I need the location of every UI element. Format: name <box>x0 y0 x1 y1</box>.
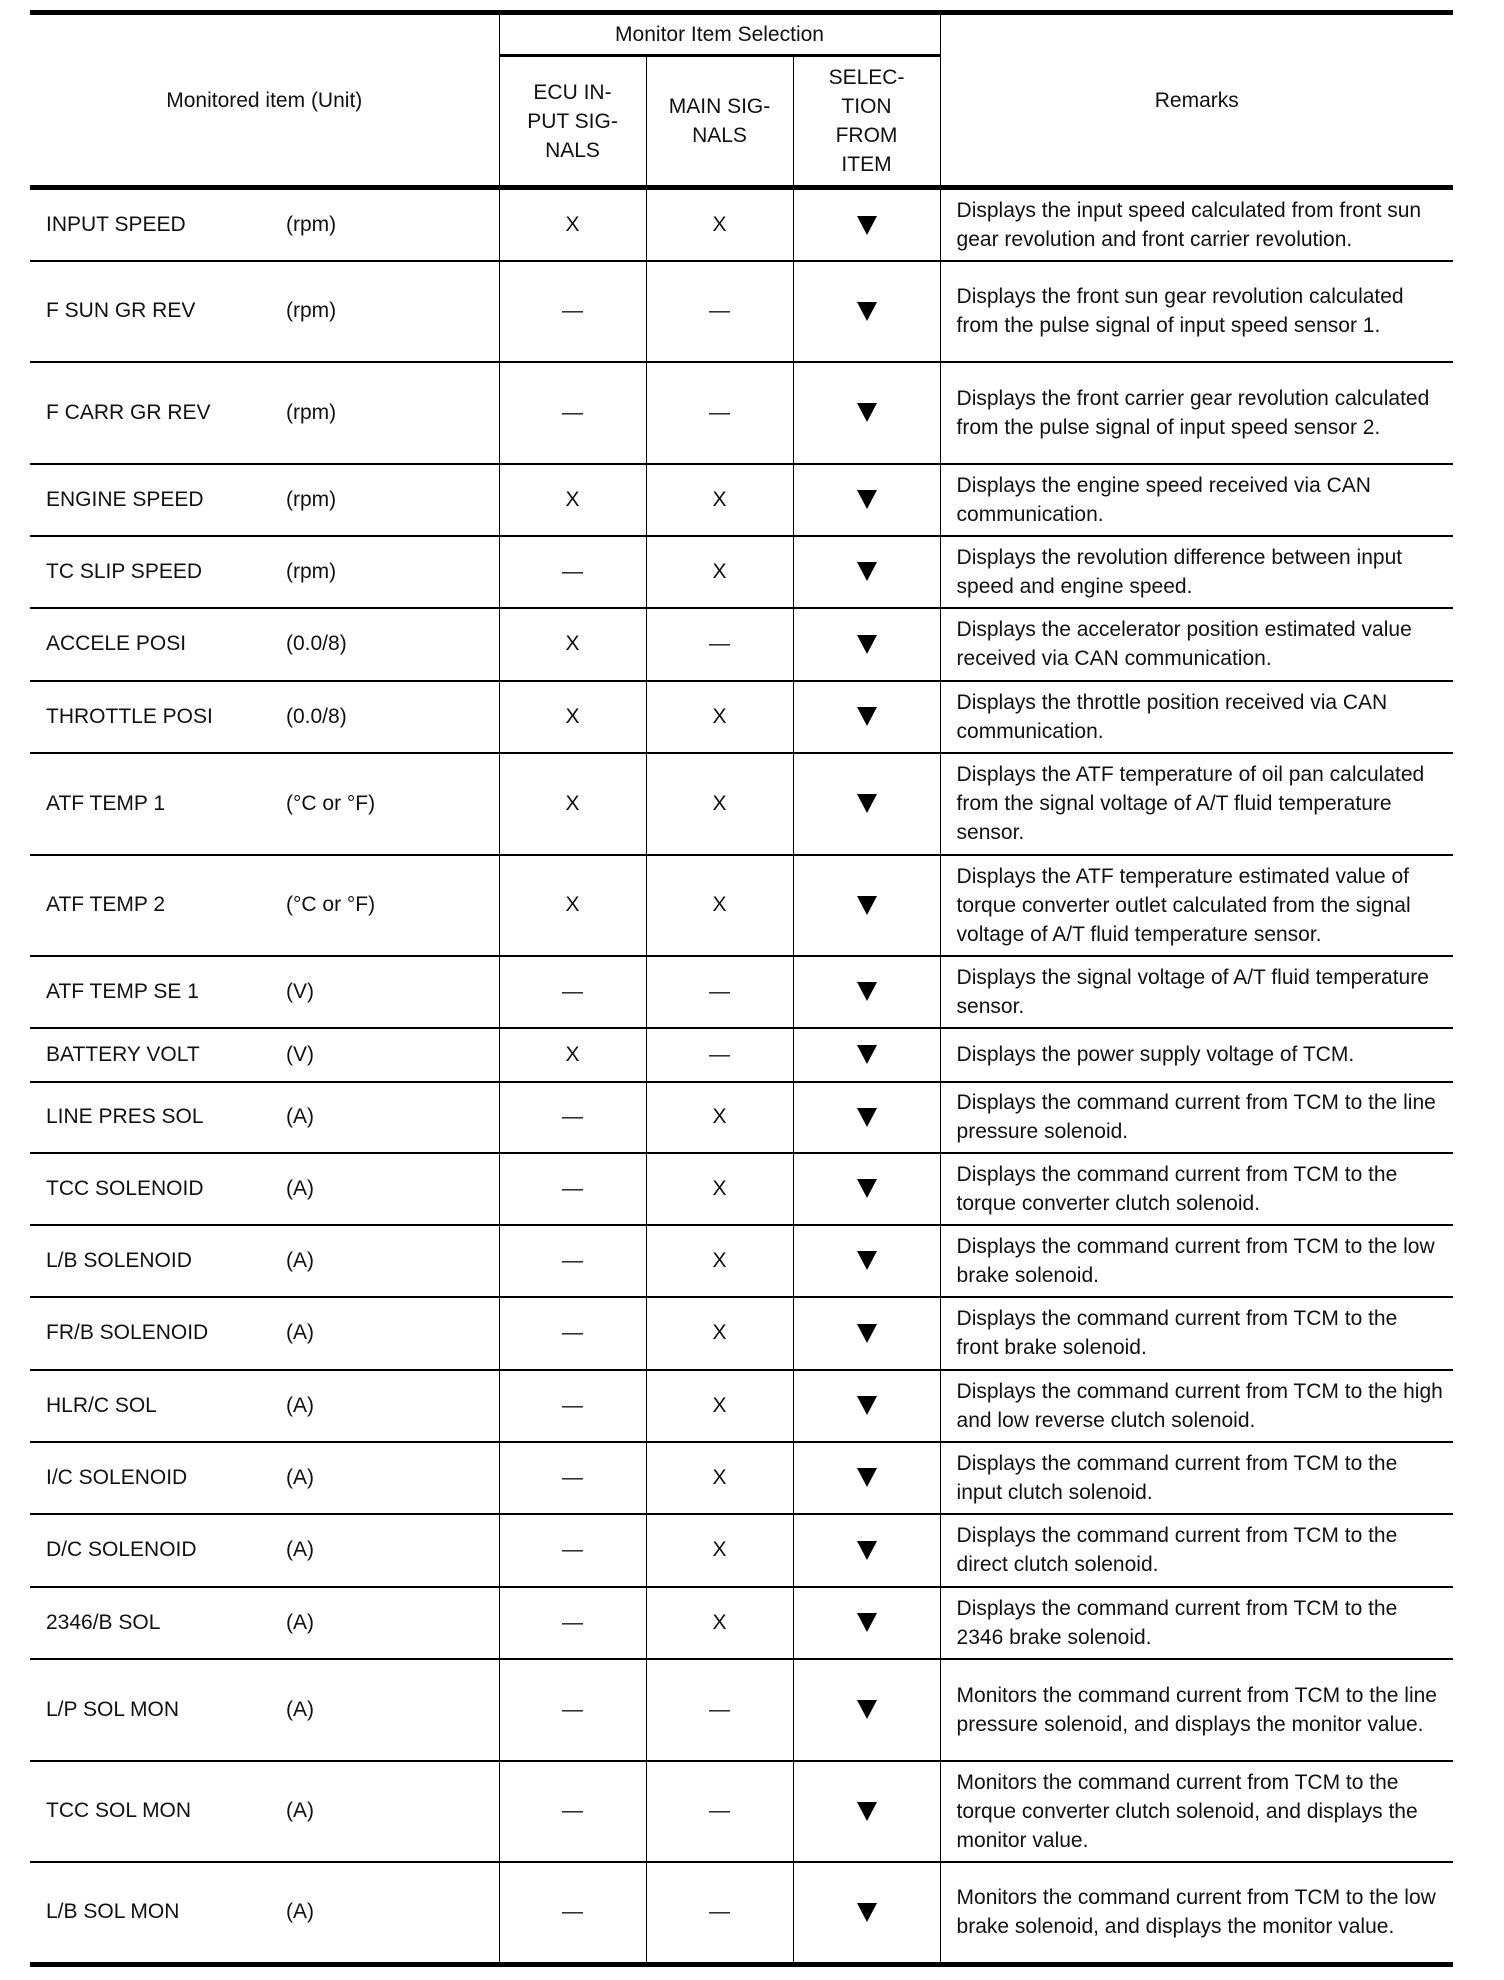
remarks-cell: Displays the accelerator position estimated value received via CAN communication. <box>940 608 1453 681</box>
table-row <box>30 1225 1453 1297</box>
monitored-item-cell <box>30 1153 499 1225</box>
main-signal-cell: X <box>646 681 793 753</box>
monitored-item-cell <box>30 536 499 608</box>
main-signal-cell: X <box>646 855 793 956</box>
main-signal-cell: X <box>646 1297 793 1370</box>
selection-from-item-cell <box>793 1442 940 1514</box>
table-row <box>30 1442 1453 1514</box>
main-signal-cell: X <box>646 1587 793 1659</box>
item-unit: (A) <box>286 1465 314 1489</box>
item-unit: (rpm) <box>286 400 337 424</box>
selection-from-item-cell <box>793 1082 940 1153</box>
item-unit: (A) <box>286 1105 314 1128</box>
monitored-item-cell <box>30 608 499 681</box>
header-ecu-input-signals: ECU IN- PUT SIG- NALS <box>499 56 646 188</box>
remarks-cell: Displays the command current from TCM to the front brake solenoid. <box>940 1297 1453 1370</box>
main-signal-cell: X <box>646 464 793 536</box>
ecu-input-signal-cell: — <box>499 1297 646 1370</box>
ecu-input-signal-cell: — <box>499 536 646 608</box>
item-unit: (°C or °F) <box>286 791 376 815</box>
item-unit: (0.0/8) <box>286 704 347 728</box>
selection-from-item-cell <box>793 753 940 855</box>
selection-from-item-cell <box>793 1587 940 1659</box>
monitored-item-cell <box>30 1659 499 1761</box>
item-name: L/P SOL MON <box>46 1697 180 1721</box>
item-name: ATF TEMP 2 <box>46 893 166 916</box>
remarks-cell: Displays the revolution difference between input speed and engine speed. <box>940 536 1453 608</box>
remarks-cell: Monitors the command current from TCM to the torque converter clutch solenoid, and displays the monitor value. <box>940 1761 1453 1862</box>
down-triangle-icon <box>857 1251 877 1270</box>
header-monitor-item-selection: Monitor Item Selection <box>499 13 940 56</box>
item-name: F SUN GR REV <box>46 299 196 322</box>
item-name: INPUT SPEED <box>46 212 186 236</box>
table-row <box>30 1514 1453 1587</box>
down-triangle-icon <box>857 490 877 509</box>
down-triangle-icon <box>857 403 877 422</box>
remarks-cell: Displays the ATF temperature of oil pan calculated from the signal voltage of A/T fluid temperature sensor. <box>940 753 1453 855</box>
item-name: TCC SOLENOID <box>46 1176 204 1200</box>
selection-from-item-cell <box>793 362 940 464</box>
selection-from-item-cell <box>793 1862 940 1965</box>
remarks-cell: Monitors the command current from TCM to the low brake solenoid, and displays the monitor value. <box>940 1862 1453 1965</box>
table-row <box>30 261 1453 362</box>
item-name: L/B SOL MON <box>46 1900 180 1924</box>
item-name: ATF TEMP SE 1 <box>46 979 199 1003</box>
main-signal-cell: — <box>646 1862 793 1965</box>
ecu-input-signal-cell: — <box>499 956 646 1028</box>
ecu-input-signal-cell: — <box>499 1153 646 1225</box>
item-name: L/B SOLENOID <box>46 1248 192 1272</box>
item-name: BATTERY VOLT <box>46 1042 200 1066</box>
monitored-item-cell <box>30 1587 499 1659</box>
remarks-cell: Displays the throttle position received via CAN communication. <box>940 681 1453 753</box>
item-unit: (A) <box>286 1900 314 1924</box>
selection-from-item-cell <box>793 1297 940 1370</box>
ecu-input-signal-cell: — <box>499 1514 646 1587</box>
item-name: ENGINE SPEED <box>46 487 204 511</box>
table-row <box>30 1028 1453 1082</box>
main-signal-cell: X <box>646 1514 793 1587</box>
selection-from-item-cell <box>793 1370 940 1442</box>
monitored-item-cell <box>30 956 499 1028</box>
table-row <box>30 464 1453 536</box>
remarks-cell: Monitors the command current from TCM to the line pressure solenoid, and displays the monitor value. <box>940 1659 1453 1761</box>
remarks-cell: Displays the command current from TCM to the direct clutch solenoid. <box>940 1514 1453 1587</box>
down-triangle-icon <box>857 1179 877 1198</box>
selection-from-item-cell <box>793 956 940 1028</box>
remarks-cell: Displays the front sun gear revolution calculated from the pulse signal of input speed sensor 1. <box>940 261 1453 362</box>
table-row <box>30 1297 1453 1370</box>
selection-from-item-cell <box>793 188 940 261</box>
ecu-input-signal-cell: X <box>499 855 646 956</box>
remarks-cell: Displays the command current from TCM to the line pressure solenoid. <box>940 1082 1453 1153</box>
remarks-cell: Displays the ATF temperature estimated value of torque converter outlet calculated from the signal voltage of A/T fluid temperature sensor. <box>940 855 1453 956</box>
ecu-input-signal-cell: — <box>499 1659 646 1761</box>
item-name: D/C SOLENOID <box>46 1538 197 1561</box>
down-triangle-icon <box>857 1903 877 1922</box>
item-name: ATF TEMP 1 <box>46 791 166 815</box>
ecu-input-signal-cell: — <box>499 261 646 362</box>
monitored-item-cell <box>30 1761 499 1862</box>
monitored-item-cell <box>30 855 499 956</box>
monitor-item-table <box>30 10 1453 1967</box>
table-row <box>30 188 1453 261</box>
item-unit: (A) <box>286 1176 314 1200</box>
table-row <box>30 1082 1453 1153</box>
header-monitored-item: Monitored item (Unit) <box>30 13 499 188</box>
item-name: I/C SOLENOID <box>46 1465 188 1489</box>
down-triangle-icon <box>857 302 877 321</box>
table-row <box>30 1659 1453 1761</box>
main-signal-cell: — <box>646 362 793 464</box>
remarks-cell: Displays the command current from TCM to the low brake solenoid. <box>940 1225 1453 1297</box>
header-main-signals: MAIN SIG- NALS <box>646 56 793 188</box>
item-unit: (°C or °F) <box>286 893 376 916</box>
item-unit: (rpm) <box>286 559 337 583</box>
item-name: THROTTLE POSI <box>46 704 213 728</box>
ecu-input-signal-cell: X <box>499 188 646 261</box>
ecu-input-signal-cell: — <box>499 1225 646 1297</box>
item-unit: (A) <box>286 1799 314 1822</box>
monitored-item-cell <box>30 1225 499 1297</box>
main-signal-cell: — <box>646 608 793 681</box>
selection-from-item-cell <box>793 464 940 536</box>
monitored-item-cell <box>30 681 499 753</box>
ecu-input-signal-cell: — <box>499 1370 646 1442</box>
table-row <box>30 956 1453 1028</box>
remarks-cell: Displays the command current from TCM to the torque converter clutch solenoid. <box>940 1153 1453 1225</box>
remarks-cell: Displays the front carrier gear revolution calculated from the pulse signal of input speed sensor 2. <box>940 362 1453 464</box>
selection-from-item-cell <box>793 536 940 608</box>
down-triangle-icon <box>857 1802 877 1821</box>
down-triangle-icon <box>857 562 877 581</box>
main-signal-cell: X <box>646 753 793 855</box>
selection-from-item-cell <box>793 1225 940 1297</box>
selection-from-item-cell <box>793 1659 940 1761</box>
main-signal-cell: — <box>646 1028 793 1082</box>
table-row <box>30 855 1453 956</box>
ecu-input-signal-cell: — <box>499 1587 646 1659</box>
down-triangle-icon <box>857 1700 877 1719</box>
down-triangle-icon <box>857 635 877 654</box>
item-name: 2346/B SOL <box>46 1610 161 1634</box>
table-row <box>30 753 1453 855</box>
ecu-input-signal-cell: X <box>499 608 646 681</box>
main-signal-cell: X <box>646 1370 793 1442</box>
monitored-item-cell <box>30 464 499 536</box>
header-remarks: Remarks <box>940 13 1453 188</box>
selection-from-item-cell <box>793 608 940 681</box>
monitored-item-cell <box>30 1514 499 1587</box>
table-row <box>30 681 1453 753</box>
selection-from-item-cell <box>793 1761 940 1862</box>
table-row <box>30 1862 1453 1965</box>
ecu-input-signal-cell: — <box>499 1082 646 1153</box>
item-unit: (A) <box>286 1248 314 1272</box>
main-signal-cell: — <box>646 1761 793 1862</box>
ecu-input-signal-cell: — <box>499 1862 646 1965</box>
monitored-item-cell <box>30 1442 499 1514</box>
item-unit: (V) <box>286 979 314 1003</box>
main-signal-cell: X <box>646 1153 793 1225</box>
ecu-input-signal-cell: — <box>499 1761 646 1862</box>
table-row <box>30 536 1453 608</box>
item-unit: (A) <box>286 1697 314 1721</box>
remarks-cell: Displays the signal voltage of A/T fluid temperature sensor. <box>940 956 1453 1028</box>
table-row <box>30 1153 1453 1225</box>
remarks-cell: Displays the engine speed received via CAN communication. <box>940 464 1453 536</box>
down-triangle-icon <box>857 1613 877 1632</box>
selection-from-item-cell <box>793 1153 940 1225</box>
table-row <box>30 608 1453 681</box>
ecu-input-signal-cell: X <box>499 1028 646 1082</box>
item-unit: (V) <box>286 1042 314 1066</box>
down-triangle-icon <box>857 216 877 235</box>
remarks-cell: Displays the command current from TCM to the high and low reverse clutch solenoid. <box>940 1370 1453 1442</box>
item-unit: (A) <box>286 1538 314 1561</box>
main-signal-cell: — <box>646 956 793 1028</box>
monitored-item-cell <box>30 362 499 464</box>
monitored-item-cell <box>30 753 499 855</box>
ecu-input-signal-cell: — <box>499 362 646 464</box>
item-name: HLR/C SOL <box>46 1393 157 1417</box>
monitored-item-cell <box>30 261 499 362</box>
ecu-input-signal-cell: X <box>499 753 646 855</box>
main-signal-cell: — <box>646 261 793 362</box>
item-name: TCC SOL MON <box>46 1799 192 1822</box>
remarks-cell: Displays the power supply voltage of TCM. <box>940 1028 1453 1082</box>
down-triangle-icon <box>857 896 877 915</box>
item-unit: (rpm) <box>286 487 337 511</box>
down-triangle-icon <box>857 794 877 813</box>
item-name: F CARR GR REV <box>46 400 211 424</box>
down-triangle-icon <box>857 1541 877 1560</box>
item-unit: (rpm) <box>286 212 337 236</box>
selection-from-item-cell <box>793 855 940 956</box>
table-row <box>30 1761 1453 1862</box>
selection-from-item-cell <box>793 681 940 753</box>
header-selection-from-item: SELEC- TION FROM ITEM <box>793 56 940 188</box>
table-row <box>30 1370 1453 1442</box>
down-triangle-icon <box>857 1468 877 1487</box>
main-signal-cell: X <box>646 1082 793 1153</box>
item-unit: (A) <box>286 1610 314 1634</box>
main-signal-cell: — <box>646 1659 793 1761</box>
down-triangle-icon <box>857 1045 877 1064</box>
selection-from-item-cell <box>793 1514 940 1587</box>
down-triangle-icon <box>857 707 877 726</box>
item-unit: (rpm) <box>286 299 337 322</box>
monitored-item-cell <box>30 1028 499 1082</box>
remarks-cell: Displays the command current from TCM to the input clutch solenoid. <box>940 1442 1453 1514</box>
down-triangle-icon <box>857 1396 877 1415</box>
ecu-input-signal-cell: — <box>499 1442 646 1514</box>
table-body <box>30 188 1453 1965</box>
monitored-item-cell <box>30 1082 499 1153</box>
monitored-item-cell <box>30 1370 499 1442</box>
item-unit: (A) <box>286 1393 314 1417</box>
ecu-input-signal-cell: X <box>499 464 646 536</box>
main-signal-cell: X <box>646 1442 793 1514</box>
remarks-cell: Displays the command current from TCM to the 2346 brake solenoid. <box>940 1587 1453 1659</box>
item-name: TC SLIP SPEED <box>46 559 203 583</box>
monitored-item-cell <box>30 1862 499 1965</box>
item-name: ACCELE POSI <box>46 632 187 655</box>
monitored-item-cell <box>30 1297 499 1370</box>
main-signal-cell: X <box>646 188 793 261</box>
ecu-input-signal-cell: X <box>499 681 646 753</box>
item-name: FR/B SOLENOID <box>46 1321 209 1344</box>
down-triangle-icon <box>857 1108 877 1127</box>
table-row <box>30 362 1453 464</box>
item-unit: (0.0/8) <box>286 632 347 655</box>
main-signal-cell: X <box>646 536 793 608</box>
table-row <box>30 1587 1453 1659</box>
monitored-item-cell <box>30 188 499 261</box>
selection-from-item-cell <box>793 261 940 362</box>
down-triangle-icon <box>857 982 877 1001</box>
item-unit: (A) <box>286 1321 314 1344</box>
item-name: LINE PRES SOL <box>46 1105 204 1128</box>
main-signal-cell: X <box>646 1225 793 1297</box>
down-triangle-icon <box>857 1324 877 1343</box>
remarks-cell: Displays the input speed calculated from front sun gear revolution and front carrier revolution. <box>940 188 1453 261</box>
selection-from-item-cell <box>793 1028 940 1082</box>
